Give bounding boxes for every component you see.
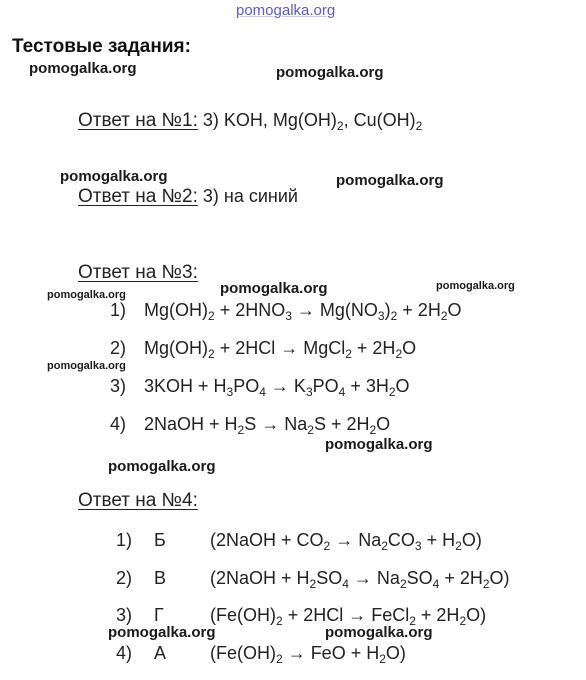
equation: $Mg(OH)_2 + 2HCl$ → MgCl$_2$ + $2H_2O$ [144,338,417,361]
answer-1 [78,110,422,132]
item-letter: Б [154,530,166,550]
answer-4-item [116,643,406,664]
answer-4-item [116,568,510,589]
answer-3-item [110,338,416,359]
page-title: Тестовые задания: [12,36,191,57]
answer-2 [78,186,298,208]
item-number: 4) [110,414,127,434]
item-letter: Г [154,605,164,625]
answer-3-item [110,376,410,397]
watermark: pomogalka.org [108,624,216,641]
item-number: 2) [116,568,133,588]
item-number: 1) [116,530,133,550]
answer-1-heading: Ответ на №1: [78,110,198,131]
watermark: pomogalka.org [60,168,168,185]
answer-1-text: 3) KOH, $Mg(OH)_2$, $Cu(OH)_2$ [202,110,423,133]
answer-4-item [116,605,486,626]
equation: (2NaOH + $H_2SO_4 \to Na_2SO_4 + 2H_2O$) [210,568,510,591]
equation: 2NaOH + $H_2S \to Na_2S + 2H_2O$ [144,414,391,437]
watermark: pomogalka.org [108,458,216,475]
item-letter: А [154,643,167,663]
answer-3-heading: Ответ на №3: [78,262,198,283]
watermark: pomogalka.org [436,280,515,292]
answer-2-heading: Ответ на №2: [78,186,198,207]
watermark: pomogalka.org [29,60,137,77]
equation: ($Fe(OH)_2$ → FeO + $H_2O$) [210,643,406,666]
watermark: pomogalka.org [220,280,328,297]
equation: (2NaOH + $CO_2 \to Na_2CO_3 + H_2O$) [210,530,482,553]
watermark: pomogalka.org [325,624,433,641]
answer-4-item [116,530,482,551]
watermark: pomogalka.org [47,360,126,372]
equation: $Mg(OH)_2 + 2HNO_3 \to Mg(NO_3)_2 + 2H_2O$ [144,300,462,323]
watermark: pomogalka.org [325,436,433,453]
item-number: 3) [110,376,127,396]
watermark: pomogalka.org [336,172,444,189]
item-number: 4) [116,643,133,663]
answer-2-text: 3) на синий [202,186,298,206]
item-number: 2) [110,338,127,358]
item-number: 1) [110,300,127,320]
watermark-top[interactable]: pomogalka.org [236,2,336,19]
equation: ($Fe(OH)_2 + 2HCl$ → FeCl$_2$ + $2H_2O$) [210,605,487,628]
answer-3-item [110,300,462,321]
item-letter: В [154,568,167,588]
watermark: pomogalka.org [47,289,126,301]
answer-4-heading: Ответ на №4: [78,490,198,511]
equation: $3KOH + H_3PO_4 \to K_3PO_4 + 3H_2O$ [144,376,410,399]
item-number: 3) [116,605,133,625]
watermark: pomogalka.org [276,64,384,81]
answer-3-item [110,414,390,435]
